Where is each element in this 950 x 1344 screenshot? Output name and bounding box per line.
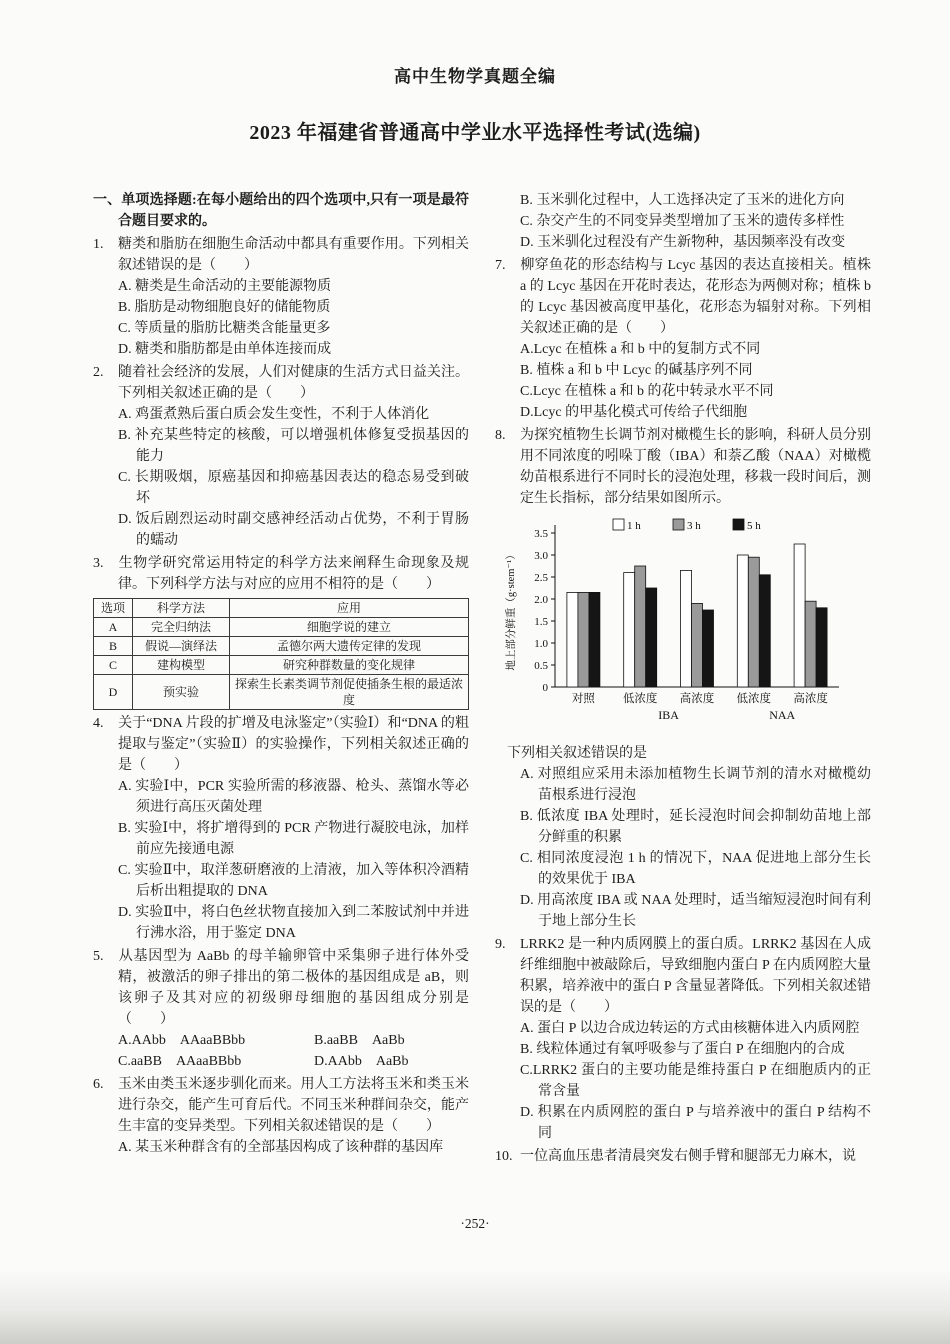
question-option: B. 补充某些特定的核酸，可以增强机体修复受损基因的能力 (118, 428, 469, 464)
bar-3h-group1 (635, 566, 646, 687)
bar-3h-group4 (805, 601, 816, 687)
question-option: B. 线粒体通过有氧呼吸参与了蛋白 P 在细胞内的合成 (520, 1042, 845, 1057)
table-header-cell: 选项 (94, 599, 133, 618)
question-stem: 3. 生物学研究常运用特定的科学方法来阐释生命现象及规律。下列科学方法与对应的应用不相符的是（ ） (93, 553, 469, 595)
question-stem: 8. 为探究植物生长调节剂对橄榄生长的影响，科研人员分别用不同浓度的吲哚丁酸（IBA）和萘乙酸（NAA）对橄榄幼苗根系进行不同时长的浸泡处理，移栽一段时间后，测定生长指标，部分结果如图所示。 (495, 425, 871, 509)
bar-5h-group0 (589, 592, 600, 687)
question-option: C. 长期吸烟，原癌基因和抑癌基因表达的稳态易受到破坏 (118, 470, 469, 506)
x-group-label: IBA (658, 708, 679, 722)
y-tick-label: 0 (542, 682, 548, 694)
question-option: A. 对照组应采用未添加植物生长调节剂的清水对橄榄幼苗根系进行浸泡 (520, 767, 871, 803)
question-option: B. 低浓度 IBA 处理时，延长浸泡时间会抑制幼苗地上部分鲜重的积累 (520, 809, 871, 845)
question-option: B.aaBB AaBb (314, 1033, 405, 1048)
question-option: C.aaBB AAaaBBbb (118, 1054, 242, 1069)
science-methods-table (93, 598, 469, 710)
legend-swatch-3h (673, 519, 684, 530)
table-row (94, 637, 469, 656)
question-number: 7. (495, 258, 506, 273)
y-tick-label: 2.5 (534, 572, 548, 584)
column-left (93, 190, 469, 1167)
x-tick-label: 对照 (571, 693, 595, 705)
bar-1h-group1 (624, 573, 635, 687)
y-axis-label: 地上部分鲜重（g·stem⁻¹） (506, 549, 517, 671)
table-cell: 预实验 (133, 675, 230, 710)
table-cell: A (94, 618, 133, 637)
question-option: B. 实验Ⅰ中，将扩增得到的 PCR 产物进行凝胶电泳，加样前应先接通电源 (118, 821, 469, 857)
question-option: A. 某玉米种群含有的全部基因构成了该种群的基因库 (118, 1140, 444, 1155)
question-option: D. 饭后剧烈运动时副交感神经活动占优势，不利于胃肠的蠕动 (118, 512, 469, 548)
table-header-cell: 应用 (230, 599, 469, 618)
section-heading: 一、单项选择题:在每小题给出的四个选项中,只有一项是最符合题目要求的。 (93, 193, 469, 229)
question-number: 5. (93, 949, 104, 964)
question-option: A. 糖类是生命活动的主要能源物质 (118, 279, 332, 294)
y-tick-label: 1.0 (534, 638, 548, 650)
question-stem: 2. 随着社会经济的发展，人们对健康的生活方式日益关注。下列相关叙述正确的是（ ） (93, 362, 469, 404)
question-number: 1. (93, 237, 104, 252)
scan-shadow (0, 1270, 950, 1344)
question-option: B. 植株 a 和 b 中 Lcyc 的碱基序列不同 (520, 363, 753, 378)
table-header-row (94, 599, 469, 618)
question-option: B. 脂肪是动物细胞良好的储能物质 (118, 300, 331, 315)
bar-5h-group4 (816, 608, 827, 687)
table-cell: B (94, 637, 133, 656)
question-option: D. 实验Ⅱ中，将白色丝状物直接加入到二苯胺试剂中并进行沸水浴，用于鉴定 DNA (118, 905, 469, 941)
question-option-row (118, 1051, 469, 1072)
bar-3h-group2 (692, 603, 703, 687)
question-option: C.LRRK2 蛋白的主要功能是维持蛋白 P 在细胞质内的正常含量 (520, 1063, 871, 1099)
table-cell: D (94, 675, 133, 710)
bar-1h-group4 (794, 544, 805, 687)
question-option-row (118, 1030, 469, 1051)
bar-1h-group3 (737, 555, 748, 687)
question-stem: 10. 一位高血压患者清晨突发右侧手臂和腿部无力麻木，说 (495, 1146, 871, 1167)
question-option: D.AAbb AaBb (314, 1054, 409, 1069)
question-option: A. 鸡蛋煮熟后蛋白质会发生变性，不利于人体消化 (118, 407, 430, 422)
x-tick-label: 低浓度 (622, 693, 658, 705)
question-stem: 1. 糖类和脂肪在细胞生命活动中都具有重要作用。下列相关叙述错误的是（ ） (93, 234, 469, 276)
book-header: 高中生物学真题全编 (394, 67, 556, 86)
question-option: C. 杂交产生的不同变异类型增加了玉米的遗传多样性 (520, 214, 845, 229)
table-header-cell: 科学方法 (133, 599, 230, 618)
x-tick-label: 高浓度 (679, 693, 715, 705)
legend-swatch-5h (733, 519, 744, 530)
question-number: 4. (93, 716, 104, 731)
bar-3h-group0 (578, 592, 589, 687)
question-option: A.AAbb AAaaBBbb (118, 1033, 246, 1048)
y-tick-label: 1.5 (534, 616, 548, 628)
y-tick-label: 2.0 (534, 594, 548, 606)
table-row (94, 675, 469, 710)
question-stem: 6. 玉米由类玉米逐步驯化而来。用人工方法将玉米和类玉米进行杂交，能产生可育后代。不同玉米种群间杂交，能产生丰富的变异类型。下列相关叙述错误的是（ ） (93, 1074, 469, 1137)
table-cell: 建构模型 (133, 656, 230, 675)
question-option: C. 等质量的脂肪比糖类含能量更多 (118, 321, 331, 336)
bar-5h-group1 (646, 588, 657, 687)
bar-1h-group2 (681, 570, 692, 687)
question-text: 下列相关叙述错误的是 (507, 746, 647, 761)
legend-label: 1 h (627, 520, 641, 532)
question-number: 2. (93, 365, 104, 380)
legend-label: 3 h (687, 520, 701, 532)
y-tick-label: 3.0 (534, 550, 548, 562)
question-option: A. 实验Ⅰ中，PCR 实验所需的移液器、枪头、蒸馏水等必须进行高压灭菌处理 (118, 779, 469, 815)
question-option: D.Lcyc 的甲基化模式可传给子代细胞 (520, 405, 748, 420)
exam-title: 2023 年福建省普通高中学业水平选择性考试(选编) (249, 122, 701, 144)
question-option: D. 积累在内质网腔的蛋白 P 与培养液中的蛋白 P 结构不同 (520, 1105, 871, 1141)
table-cell: 研究种群数量的变化规律 (230, 656, 469, 675)
column-right (495, 190, 871, 1167)
y-tick-label: 0.5 (534, 660, 548, 672)
table-cell: 探索生长素类调节剂促使插条生根的最适浓度 (230, 675, 469, 710)
question-number: 10. (495, 1149, 513, 1164)
question-option: C. 相同浓度浸泡 1 h 的情况下，NAA 促进地上部分生长的效果优于 IBA (520, 851, 871, 887)
question-option: A.Lcyc 在植株 a 和 b 中的复制方式不同 (520, 342, 761, 357)
table-row (94, 618, 469, 637)
question-stem: 9. LRRK2 是一种内质网膜上的蛋白质。LRRK2 基因在人成纤维细胞中被敲除后，导致细胞内蛋白 P 在内质网腔大量积累，培养液中的蛋白 P 含量显著降低。下列相关叙述错误的是（ ） (495, 934, 871, 1018)
page-number: ·252· (460, 1216, 490, 1231)
question-number: 8. (495, 428, 506, 443)
growth-bar-chart (501, 515, 849, 741)
question-number: 6. (93, 1077, 104, 1092)
table-cell: 假说—演绎法 (133, 637, 230, 656)
question-stem: 4. 关于“DNA 片段的扩增及电泳鉴定”（实验Ⅰ）和“DNA 的粗提取与鉴定”（实验Ⅱ）的实验操作，下列相关叙述正确的是（ ） (93, 713, 469, 776)
question-stem: 7. 柳穿鱼花的形态结构与 Lcyc 基因的表达直接相关。植株 a 的 Lcyc 基因在开花时表达，花形态为两侧对称；植株 b 的 Lcyc 基因被高度甲基化，花形态为辐射对称。下列相关叙述正确的是（ ） (495, 255, 871, 339)
table-cell: 细胞学说的建立 (230, 618, 469, 637)
bar-chart-svg (501, 515, 849, 741)
question-option: B. 玉米驯化过程中，人工选择决定了玉米的进化方向 (520, 193, 845, 208)
x-group-label: NAA (769, 708, 796, 722)
question-option: C.Lcyc 在植株 a 和 b 的花中转录水平不同 (520, 384, 774, 399)
question-option: D. 玉米驯化过程没有产生新物种，基因频率没有改变 (520, 235, 846, 250)
question-option: D. 糖类和脂肪都是由单体连接而成 (118, 342, 332, 357)
x-tick-label: 低浓度 (736, 693, 772, 705)
y-tick-label: 3.5 (534, 528, 548, 540)
bar-5h-group3 (759, 575, 770, 687)
question-option: C. 实验Ⅱ中，取洋葱研磨液的上清液，加入等体积冷酒精后析出粗提取的 DNA (118, 863, 469, 899)
table-cell: C (94, 656, 133, 675)
bar-1h-group0 (567, 592, 578, 687)
table-cell: 孟德尔两大遗传定律的发现 (230, 637, 469, 656)
question-number: 3. (93, 556, 104, 571)
content-columns (93, 190, 871, 1167)
table-row (94, 656, 469, 675)
bar-3h-group3 (748, 557, 759, 687)
bar-5h-group2 (703, 610, 714, 687)
question-option: D. 用高浓度 IBA 或 NAA 处理时，适当缩短浸泡时间有利于地上部分生长 (520, 893, 871, 929)
question-number: 9. (495, 937, 506, 952)
x-tick-label: 高浓度 (793, 693, 828, 705)
question-stem: 5. 从基因型为 AaBb 的母羊输卵管中采集卵子进行体外受精，被激活的卵子排出的第二极体的基因组成是 aB，则该卵子及其对应的初级卵母细胞的基因组成分别是（ ） (93, 946, 469, 1030)
question-option: A. 蛋白 P 以边合成边转运的方式由核糖体进入内质网腔 (520, 1021, 860, 1036)
legend-label: 5 h (747, 520, 761, 532)
legend-swatch-1h (613, 519, 624, 530)
table-cell: 完全归纳法 (133, 618, 230, 637)
